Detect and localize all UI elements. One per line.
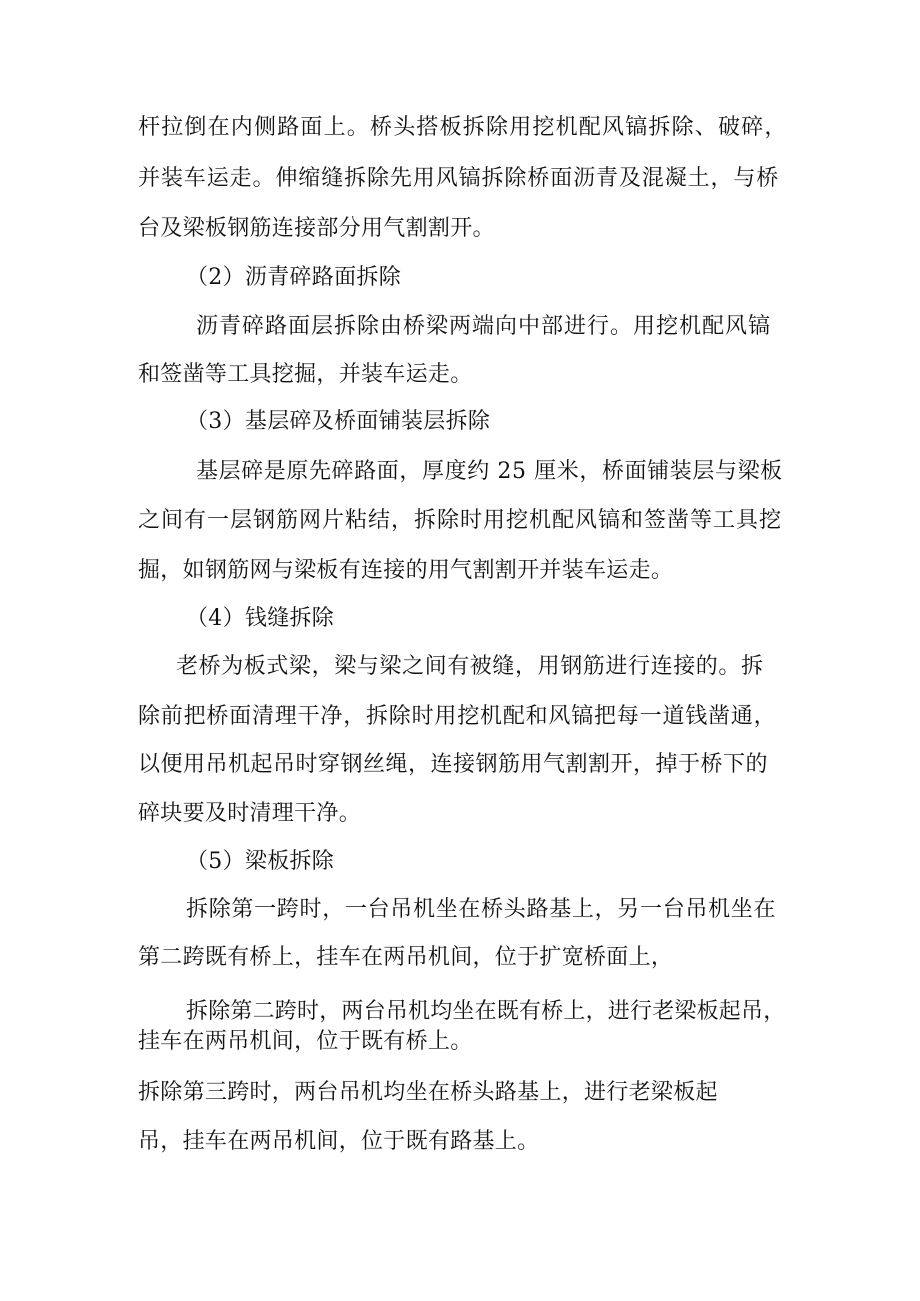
paragraph-line: 拆除第一跨时，一台吊机坐在桥头路基上，另一台吊机坐在 [186,897,777,922]
paragraph-line: 以便用吊机起吊时穿钢丝绳，连接钢筋用气割割开，掉于桥下的 [138,752,769,777]
section-heading: （3）基层碎及桥面铺装层拆除 [186,409,491,434]
paragraph-line: 并装车运走。伸缩缝拆除先用风镐拆除桥面沥青及混凝土，与桥 [138,166,780,191]
paragraph-line: 之间有一层钢筋网片粘结，拆除时用挖机配风镐和签凿等工具挖 [138,508,783,533]
paragraph-line: 拆除第三跨时，两台吊机均坐在桥头路基上，进行老梁板起 [138,1080,718,1105]
paragraph-line: 沥青碎路面层拆除由桥梁两端向中部进行。用挖机配风镐 [196,314,772,339]
paragraph-line: 除前把桥面清理干净，拆除时用挖机配和风镐把每一道钱凿通， [138,704,777,729]
paragraph-line: 台及梁板钢筋连接部分用气割割开。 [138,216,495,241]
section-heading: （4）钱缝拆除 [186,606,335,631]
paragraph-line: 拆除第二跨时，两台吊机均坐在既有桥上，进行老梁板起吊， [186,999,786,1024]
section-heading: （2）沥青碎路面拆除 [186,265,401,290]
paragraph-line: 基层碎是原先碎路面，厚度约 25 厘米，桥面铺装层与梁板 [196,459,783,484]
paragraph-line: 第二跨既有桥上，挂车在两吊机间，位于扩宽桥面上， [138,945,674,970]
paragraph-line: 杆拉倒在内侧路面上。桥头搭板拆除用挖机配风镐拆除、破碎， [138,115,788,140]
paragraph-line: 吊，挂车在两吊机间，位于既有路基上。 [138,1129,540,1154]
paragraph-line: 老桥为板式梁，梁与梁之间有被缝，用钢筋进行连接的。拆 [176,654,764,679]
paragraph-line: 挂车在两吊机间，位于既有桥上。 [138,1029,473,1054]
paragraph-line: 和签凿等工具挖掘，并装车运走。 [138,362,473,387]
section-heading: （5）梁板拆除 [186,849,335,874]
paragraph-line: 碎块要及时清理干净。 [138,801,362,826]
paragraph-line: 掘，如钢筋网与梁板有连接的用气割割开并装车运走。 [138,558,674,583]
